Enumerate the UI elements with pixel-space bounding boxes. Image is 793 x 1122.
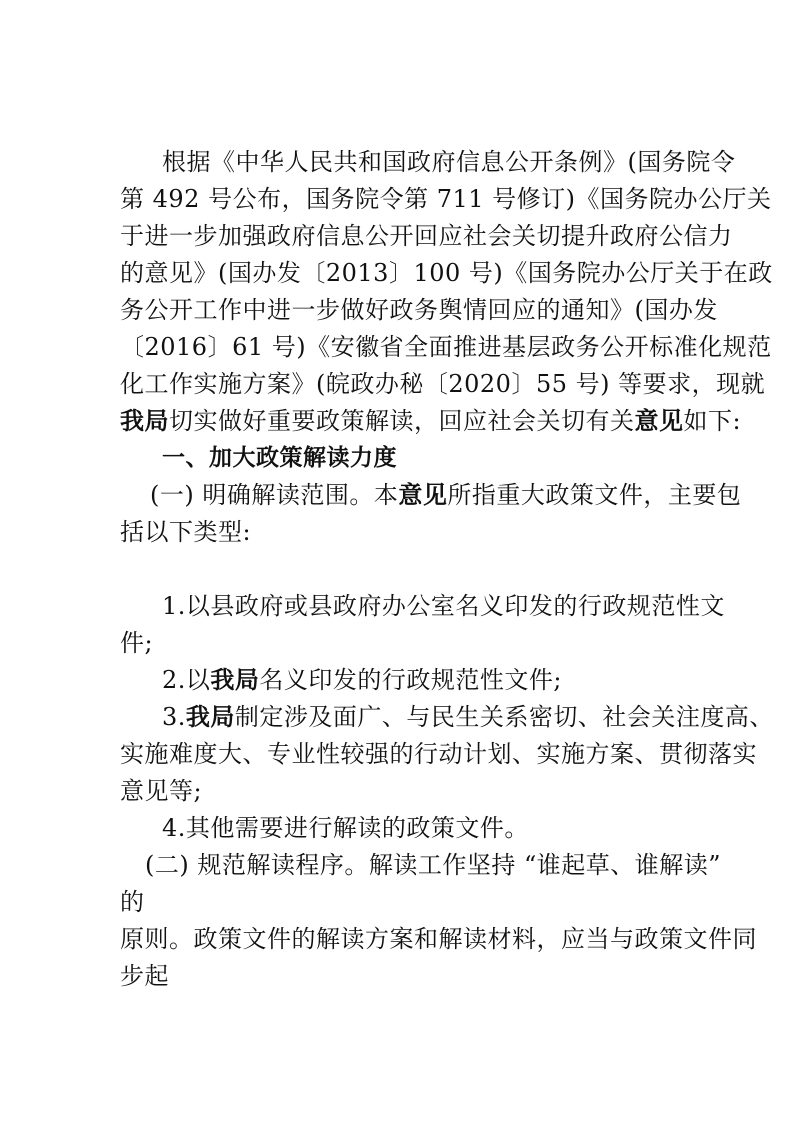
item-1-line-1: 1.以县政府或县政府办公室名义印发的行政规范性文 (162, 592, 725, 620)
item-2 (162, 665, 722, 695)
sub2-line-4: 步起 (120, 962, 169, 990)
item-2-end: 名义印发的行政规范性文件; (259, 666, 562, 694)
sub2-line-2: 的 (120, 888, 145, 916)
emphasis-yijian: 意见 (634, 407, 684, 435)
sub1-line-2: 括以下类型: (120, 518, 252, 546)
item-3-line-3: 意见等; (120, 777, 203, 805)
para1-line-4: 的意见》(国办发〔2013〕100 号)《国务院办公厅关于在政 (120, 259, 773, 287)
para1-line-1: 根据《中华人民共和国政府信息公开条例》(国务院令 (162, 148, 736, 176)
sub1-line-1-start: (一) 明确解读范围。本 (150, 481, 399, 509)
sub2-line-3: 原则。政策文件的解读方案和解读材料，应当与政策文件同 (120, 925, 757, 953)
para1-line-3: 于进一步加强政府信息公开回应社会关切提升政府公信力 (120, 222, 733, 250)
item-2-start: 2.以 (162, 666, 211, 694)
item-3-start: 3. (162, 703, 186, 731)
emphasis-wo-ju: 我局 (120, 407, 169, 435)
para1-line-2: 第 492 号公布，国务院令第 711 号修订)《国务院办公厅关 (120, 185, 772, 213)
para1-line-7: 化工作实施方案》(皖政办秘〔2020〕55 号) 等要求，现就 (120, 370, 766, 398)
item-3-line-2: 实施难度大、专业性较强的行动计划、实施方案、贯彻落实 (120, 740, 757, 768)
sub1-line-1 (150, 480, 742, 510)
emphasis-wo-ju-2: 我局 (210, 666, 260, 694)
emphasis-yijian-2: 意见 (398, 481, 448, 509)
item-3-line-1 (162, 702, 774, 732)
para1-line-8-end: 如下: (683, 407, 742, 435)
emphasis-wo-ju-3: 我局 (185, 703, 235, 731)
sub2-line-1: (二) 规范解读程序。解读工作坚持 “谁起草、谁解读” (145, 851, 722, 879)
item-1-line-2: 件; (120, 629, 154, 657)
para1-line-5: 务公开工作中进一步做好政务舆情回应的通知》(国办发 (120, 296, 718, 324)
heading-1: 一、加大政策解读力度 (162, 445, 397, 471)
para1-line-8-text: 切实做好重要政策解读，回应社会关切有关 (169, 407, 635, 435)
item-3-end: 制定涉及面广、与民生关系密切、社会关注度高、 (234, 703, 774, 731)
item-4: 4.其他需要进行解读的政策文件。 (162, 814, 529, 842)
para1-line-6: 〔2016〕61 号)《安徽省全面推进基层政务公开标准化规范 (120, 333, 772, 361)
para1-line-8 (120, 406, 742, 436)
sub1-line-1-end: 所指重大政策文件，主要包 (447, 481, 742, 509)
